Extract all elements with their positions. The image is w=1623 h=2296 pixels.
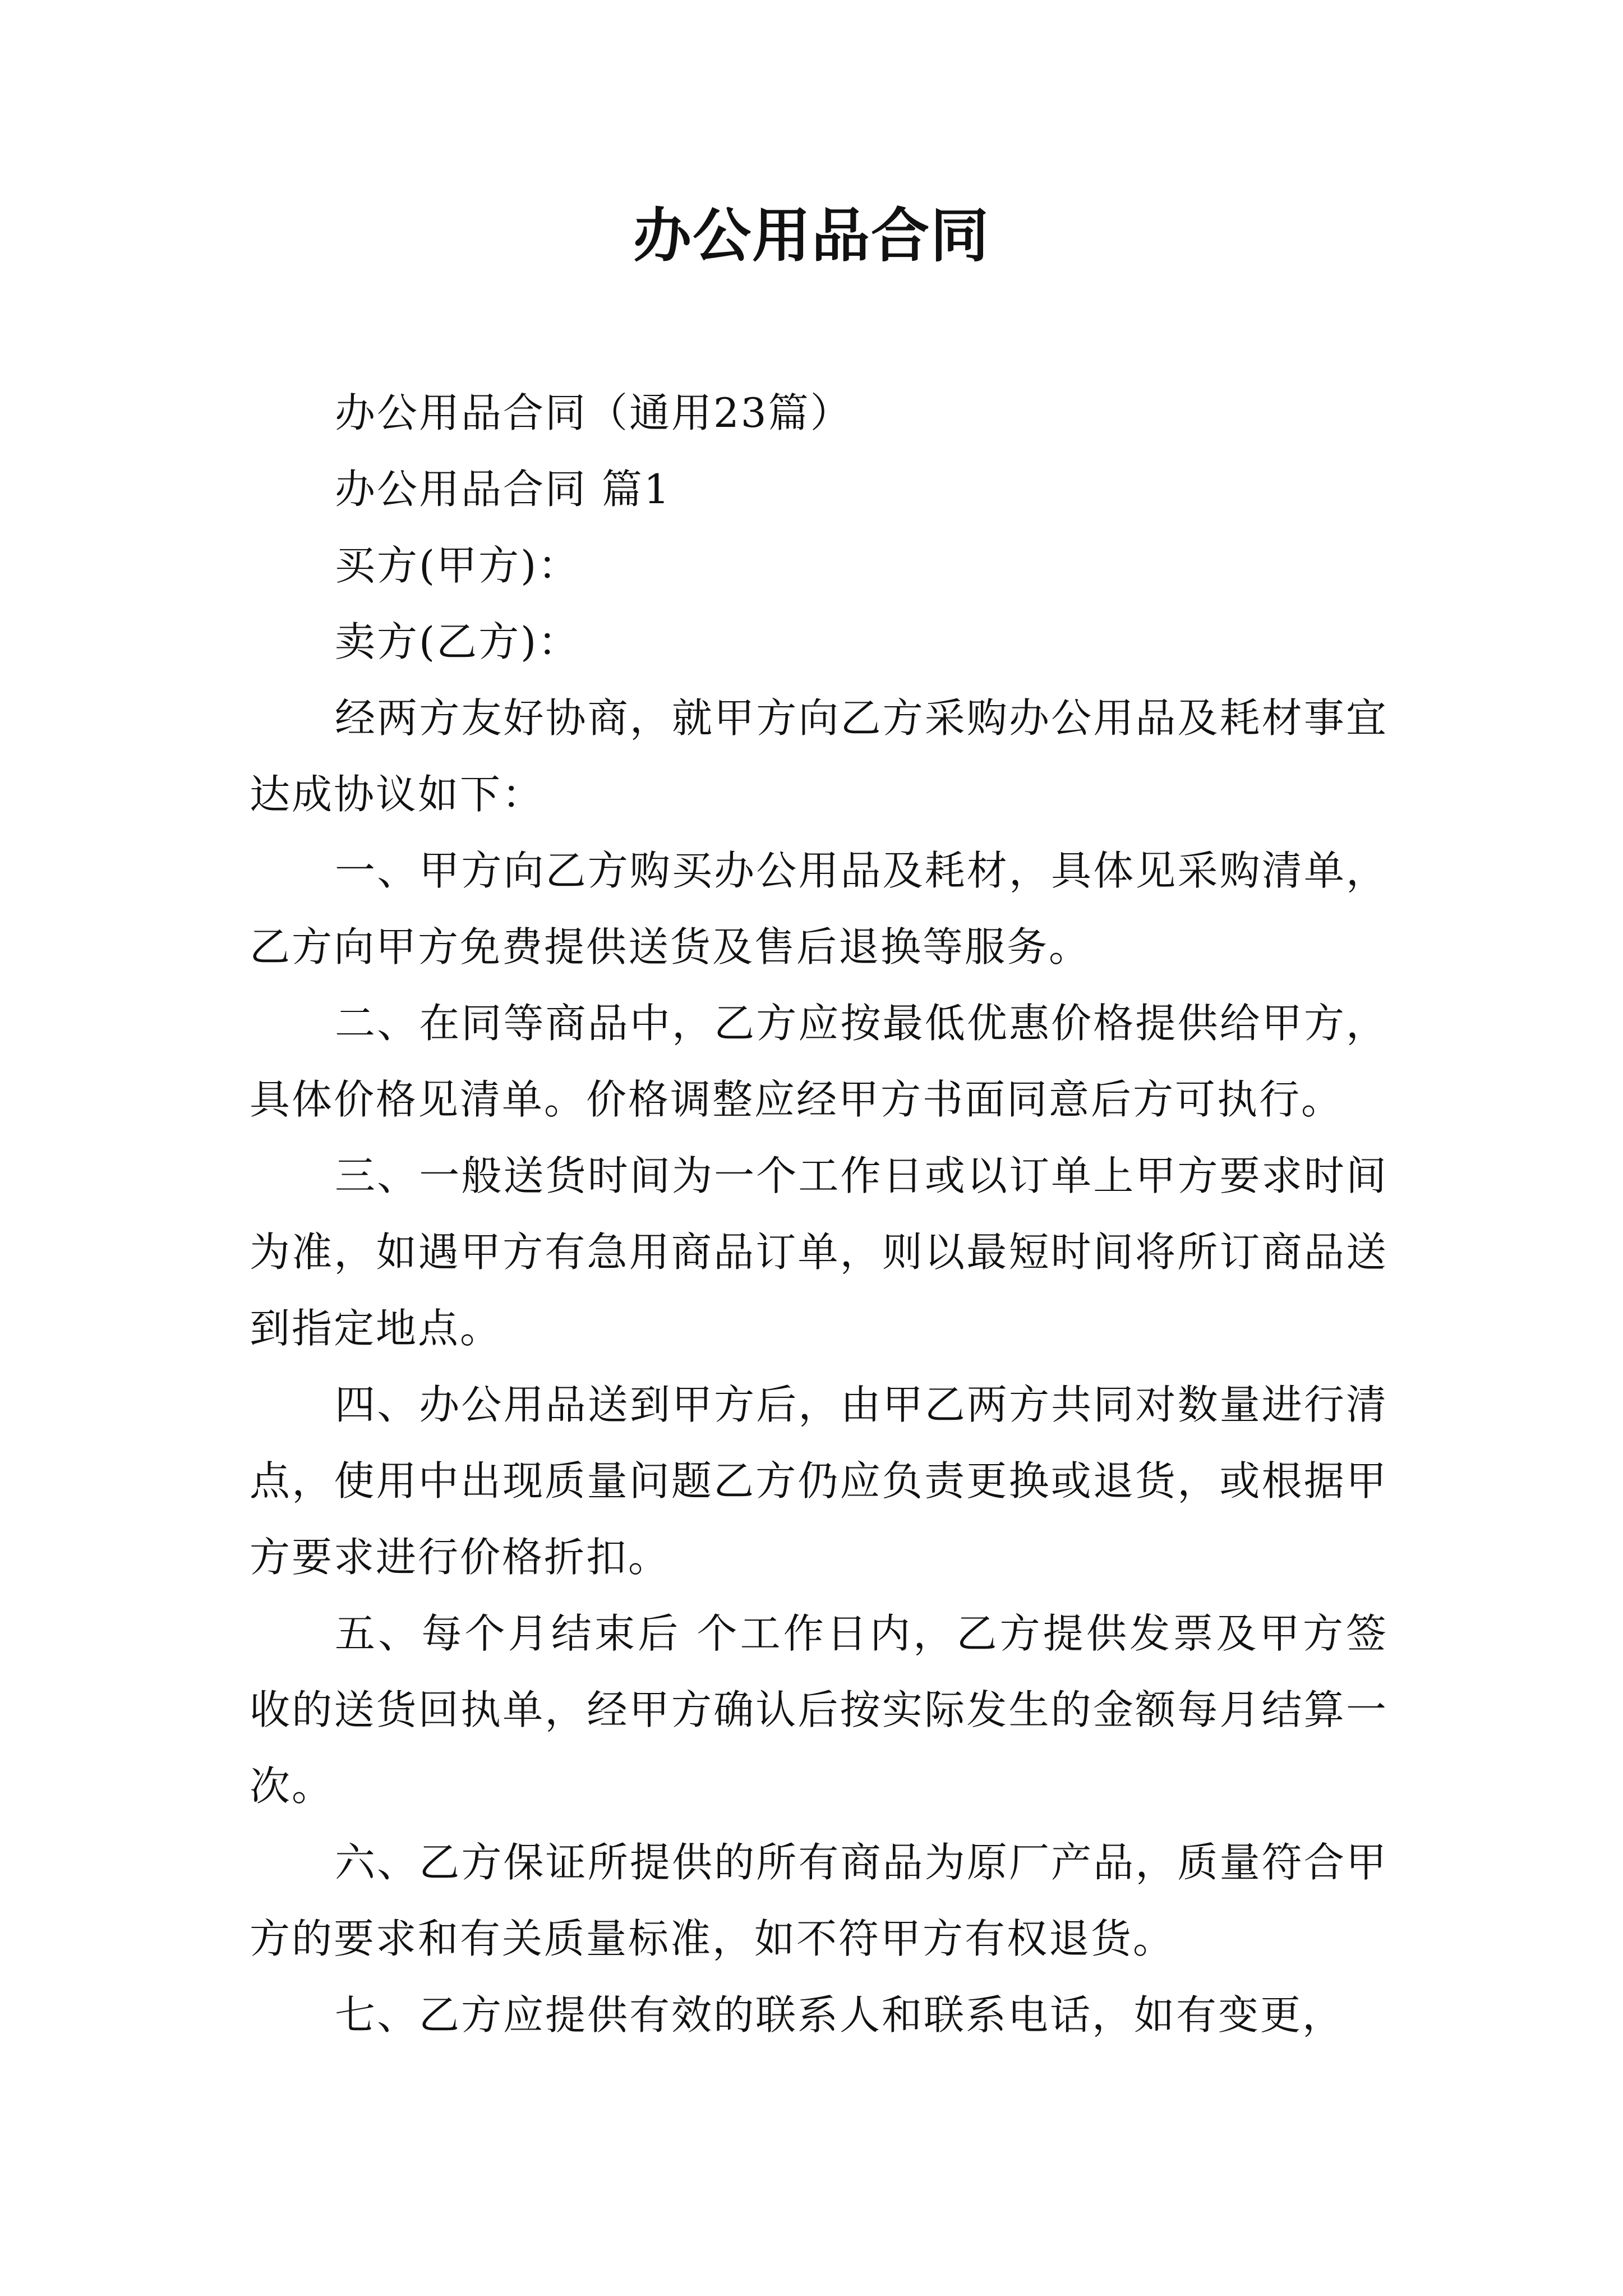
document-body bbox=[250, 375, 1388, 2053]
paragraph-buyer: 买方(甲方)： bbox=[335, 542, 580, 589]
paragraph-clause-2: 二、在同等商品中，乙方应按最低优惠价格提供给甲方，具体价格见清单。价格调整应经甲方书面同意后方可执行。 bbox=[250, 1000, 1388, 1123]
paragraph-heading-collection: 办公用品合同（通用23篇） bbox=[335, 389, 852, 436]
paragraph-clause-5: 五、每个月结束后 个工作日内，乙方提供发票及甲方签收的送货回执单，经甲方确认后按实际发生的金额每月结算一次。 bbox=[250, 1610, 1388, 1810]
paragraph-clause-3: 三、一般送货时间为一个工作日或以订单上甲方要求时间为准，如遇甲方有急用商品订单，则以最短时间将所订商品送到指定地点。 bbox=[250, 1152, 1388, 1352]
paragraph-clause-1: 一、甲方向乙方购买办公用品及耗材，具体见采购清单，乙方向甲方免费提供送货及售后退换等服务。 bbox=[250, 847, 1388, 970]
paragraph-clause-6: 六、乙方保证所提供的所有商品为原厂产品，质量符合甲方的要求和有关质量标准，如不符甲方有权退货。 bbox=[250, 1839, 1388, 1962]
paragraph-clause-4: 四、办公用品送到甲方后，由甲乙两方共同对数量进行清点，使用中出现质量问题乙方仍应负责更换或退货，或根据甲方要求进行价格折扣。 bbox=[250, 1381, 1388, 1581]
paragraph-heading-part: 办公用品合同 篇1 bbox=[335, 466, 671, 513]
paragraph-seller: 卖方(乙方)： bbox=[335, 618, 580, 665]
paragraph-preamble: 经两方友好协商，就甲方向乙方采购办公用品及耗材事宜达成协议如下： bbox=[250, 694, 1388, 818]
document-title: 办公用品合同 bbox=[633, 201, 990, 270]
paragraph-clause-7: 七、乙方应提供有效的联系人和联系电话，如有变更， bbox=[335, 1991, 1345, 2039]
